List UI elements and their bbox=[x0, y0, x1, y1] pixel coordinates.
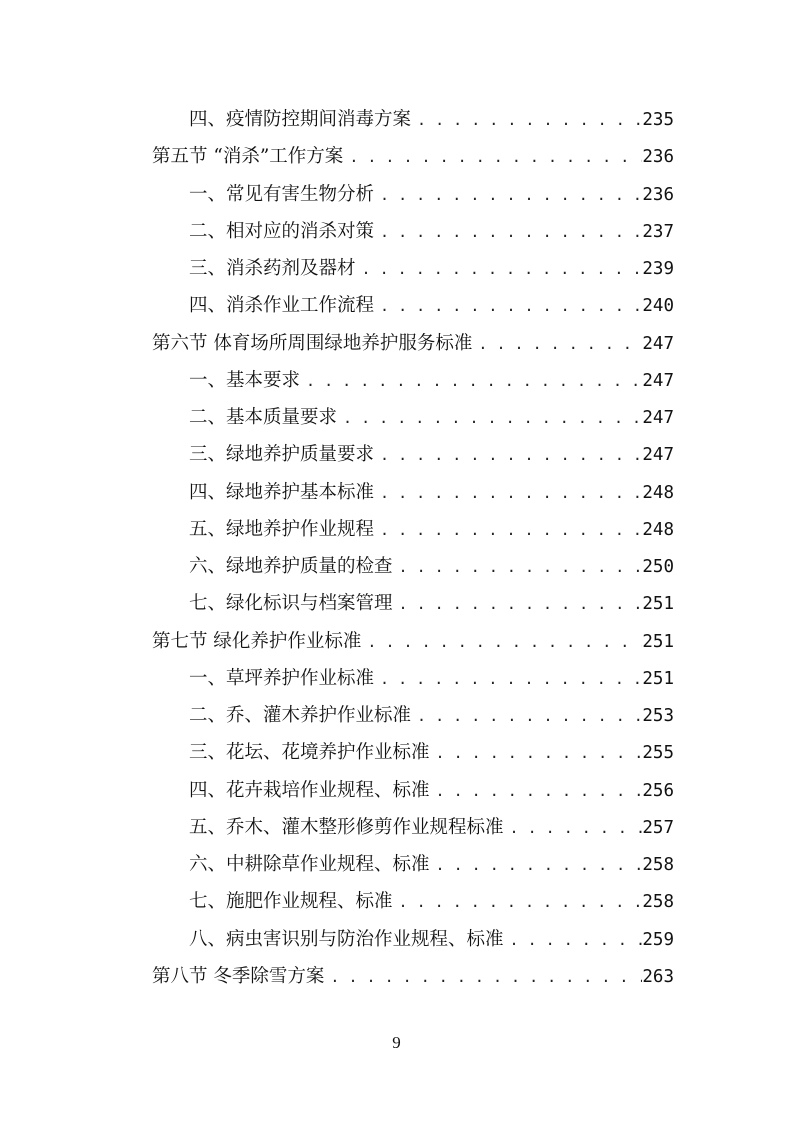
toc-entry-page-number: 248 bbox=[642, 519, 674, 540]
dot-leader bbox=[411, 102, 642, 138]
dot-leader bbox=[374, 177, 642, 213]
toc-entry-page-number: 247 bbox=[642, 445, 674, 466]
toc-entry[interactable] bbox=[152, 772, 674, 809]
toc-entry[interactable] bbox=[152, 399, 674, 436]
toc-entry[interactable] bbox=[152, 138, 674, 175]
toc-entry[interactable] bbox=[152, 958, 674, 995]
toc-entry-page-number: 251 bbox=[642, 668, 674, 689]
toc-entry-title: 六、绿地养护质量的检查 bbox=[189, 556, 393, 577]
toc-entry[interactable] bbox=[152, 734, 674, 771]
toc-entry[interactable] bbox=[152, 660, 674, 697]
toc-entry[interactable] bbox=[152, 474, 674, 511]
toc-entry-title: 四、消杀作业工作流程 bbox=[189, 295, 375, 317]
toc-entry[interactable] bbox=[152, 362, 674, 399]
toc-entry[interactable] bbox=[152, 883, 674, 920]
toc-entry-title: 八、病虫害识别与防治作业规程、标准 bbox=[189, 928, 504, 950]
toc-entry[interactable] bbox=[152, 511, 674, 548]
dot-leader bbox=[337, 400, 642, 436]
toc-entry-page-number: 250 bbox=[642, 557, 674, 577]
dot-leader bbox=[504, 810, 643, 846]
toc-entry-title: 二、相对应的消杀对策 bbox=[189, 220, 375, 242]
toc-entry[interactable] bbox=[152, 697, 674, 734]
toc-entry-page-number: 237 bbox=[642, 221, 674, 242]
toc-entry-page-number: 247 bbox=[642, 370, 674, 391]
dot-leader bbox=[430, 735, 643, 771]
toc-entry-title: 第六节 体育场所周围绿地养护服务标准 bbox=[152, 332, 473, 354]
toc-entry-page-number: 247 bbox=[642, 408, 674, 428]
toc-entry[interactable] bbox=[152, 921, 674, 958]
toc-entry-title: 五、乔木、灌木整形修剪作业规程标准 bbox=[189, 816, 504, 838]
toc-entry-page-number: 263 bbox=[642, 966, 674, 987]
toc-entry[interactable] bbox=[152, 623, 674, 660]
toc-entry[interactable] bbox=[152, 809, 674, 846]
toc-entry-title: 一、常见有害生物分析 bbox=[189, 183, 375, 205]
toc-entry-title: 第七节 绿化养护作业标准 bbox=[152, 630, 362, 652]
dot-leader bbox=[504, 922, 643, 958]
toc-entry-page-number: 253 bbox=[642, 706, 674, 726]
dot-leader bbox=[393, 549, 643, 585]
dot-leader bbox=[300, 363, 642, 399]
toc-entry-page-number: 239 bbox=[642, 259, 674, 279]
dot-leader bbox=[430, 847, 643, 883]
toc-entry-page-number: 259 bbox=[642, 929, 674, 950]
toc-entry-page-number: 240 bbox=[642, 296, 674, 317]
dot-leader bbox=[393, 586, 643, 622]
toc-entry[interactable] bbox=[152, 325, 674, 362]
toc-entry-page-number: 258 bbox=[642, 892, 674, 913]
toc-entry-page-number: 247 bbox=[642, 333, 674, 354]
dot-leader bbox=[356, 251, 643, 287]
dot-leader bbox=[430, 773, 643, 809]
toc-entry[interactable] bbox=[152, 548, 674, 585]
toc-entry[interactable] bbox=[152, 287, 674, 324]
dot-leader bbox=[374, 288, 642, 324]
dot-leader bbox=[374, 214, 642, 250]
dot-leader bbox=[411, 698, 642, 734]
toc-entry[interactable] bbox=[152, 101, 674, 138]
toc-entry-title: 一、草坪养护作业标准 bbox=[189, 667, 375, 689]
dot-leader bbox=[361, 624, 642, 660]
toc-entry-title: 二、乔、灌木养护作业标准 bbox=[189, 705, 412, 726]
toc-entry-page-number: 248 bbox=[642, 482, 674, 503]
toc-entry-title: 三、消杀药剂及器材 bbox=[189, 258, 356, 279]
dot-leader bbox=[374, 661, 642, 697]
dot-leader bbox=[374, 512, 642, 548]
toc-entry[interactable] bbox=[152, 846, 674, 883]
toc-entry-page-number: 257 bbox=[642, 817, 674, 838]
toc-entry-title: 七、施肥作业规程、标准 bbox=[189, 891, 393, 913]
toc-entry-title: 六、中耕除草作业规程、标准 bbox=[189, 854, 430, 875]
dot-leader bbox=[393, 884, 643, 920]
toc-entry-page-number: 236 bbox=[642, 147, 674, 168]
toc-entry[interactable] bbox=[152, 436, 674, 473]
toc-entry[interactable] bbox=[152, 250, 674, 287]
toc-entry-page-number: 236 bbox=[642, 184, 674, 205]
toc-entry-title: 七、绿化标识与档案管理 bbox=[189, 593, 393, 615]
dot-leader bbox=[374, 437, 642, 473]
dot-leader bbox=[343, 139, 642, 175]
toc-entry[interactable] bbox=[152, 585, 674, 622]
dot-leader bbox=[374, 475, 642, 511]
toc-entry[interactable] bbox=[152, 213, 674, 250]
toc-entry-page-number: 251 bbox=[642, 594, 674, 615]
dot-leader bbox=[324, 959, 642, 995]
toc-entry-title: 二、基本质量要求 bbox=[189, 407, 338, 428]
toc-entry-title: 四、疫情防控期间消毒方案 bbox=[189, 109, 412, 130]
toc-entry-page-number: 256 bbox=[642, 780, 674, 801]
dot-leader bbox=[472, 326, 642, 362]
page-number: 9 bbox=[392, 1033, 401, 1052]
toc-entry-title: 三、花坛、花境养护作业标准 bbox=[189, 742, 430, 764]
toc-entry-page-number: 258 bbox=[642, 855, 674, 875]
toc-entry-page-number: 255 bbox=[642, 743, 674, 764]
toc-entry-title: 五、绿地养护作业规程 bbox=[189, 518, 375, 540]
toc-entry-page-number: 235 bbox=[642, 110, 674, 130]
toc-entry-title: 四、绿地养护基本标准 bbox=[189, 481, 375, 503]
toc-entry-page-number: 251 bbox=[642, 631, 674, 652]
toc-entry-title: 一、基本要求 bbox=[189, 369, 301, 391]
toc-entry-title: 四、花卉栽培作业规程、标准 bbox=[189, 779, 430, 801]
toc-entry-title: 第八节 冬季除雪方案 bbox=[152, 965, 325, 987]
toc-entry[interactable] bbox=[152, 176, 674, 213]
toc-entry-title: 三、绿地养护质量要求 bbox=[189, 444, 375, 466]
table-of-contents bbox=[152, 101, 674, 995]
toc-entry-title: 第五节 “消杀”工作方案 bbox=[152, 146, 344, 168]
